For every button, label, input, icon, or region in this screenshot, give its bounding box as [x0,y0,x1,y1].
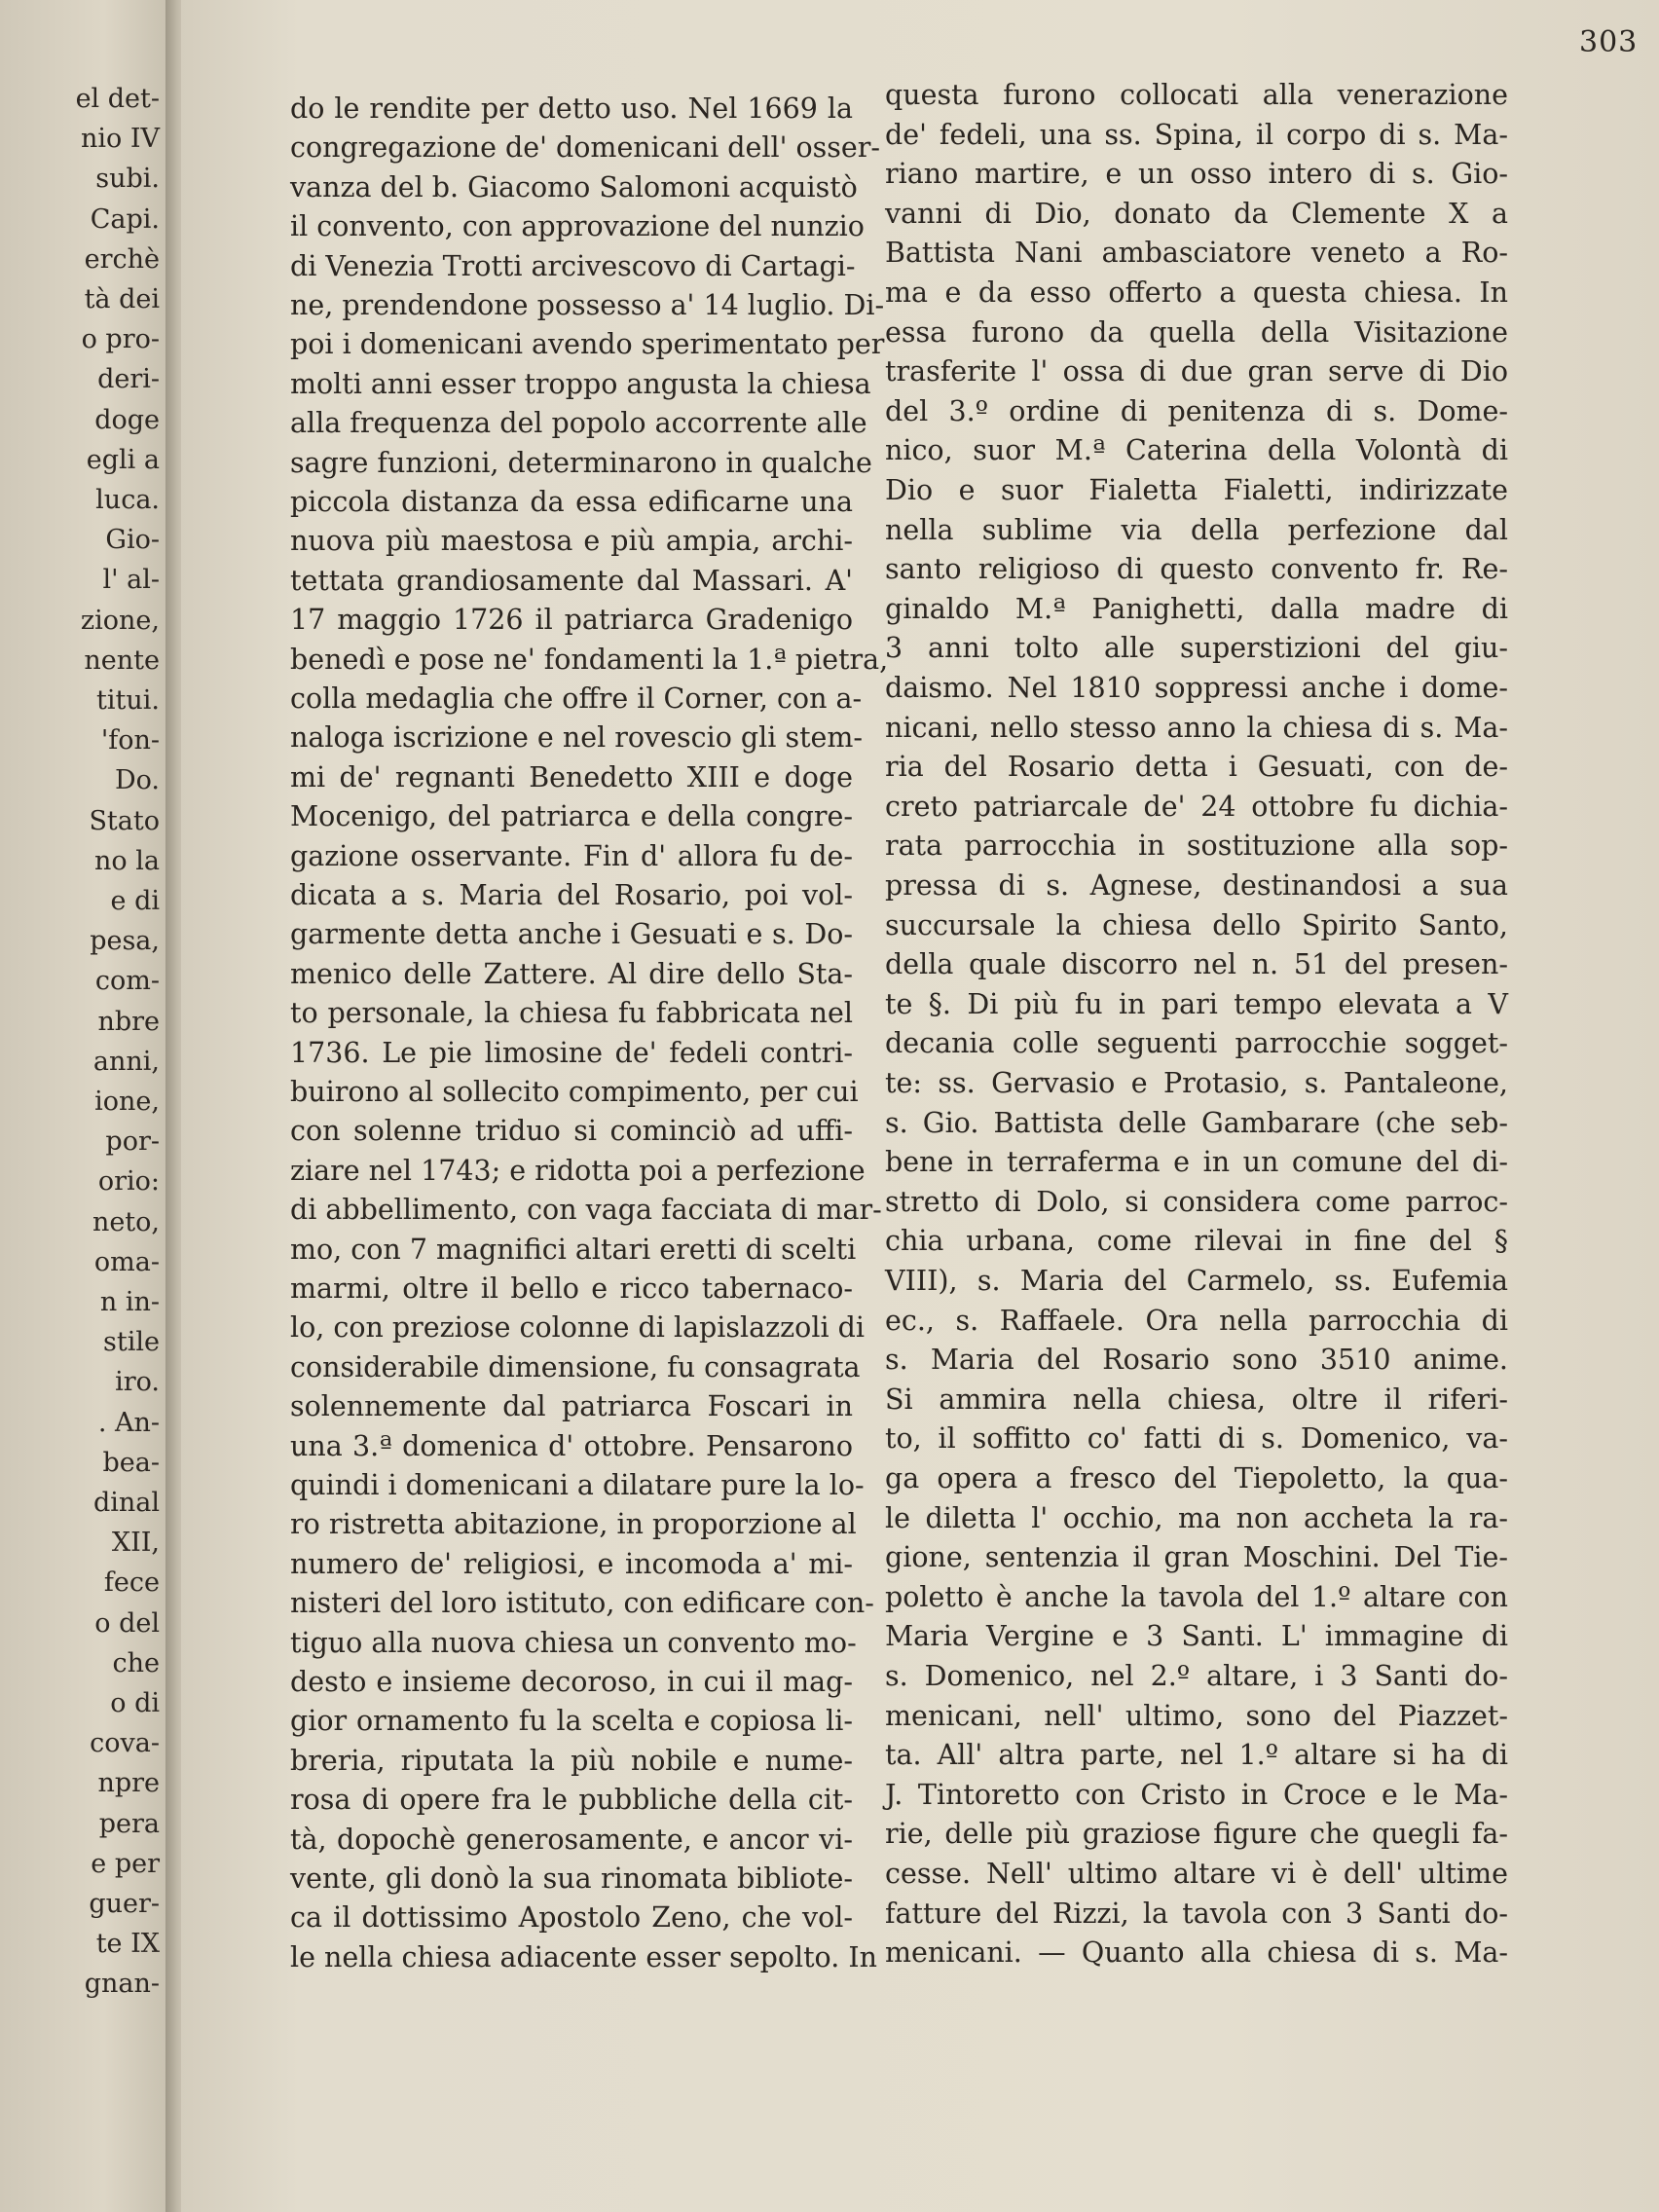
text-line: con solenne triduo si cominciò ad uffi- [290,1115,853,1148]
margin-fragment: XII, [111,1528,160,1559]
text-line: lo, con preziose colonne di lapislazzoli di [290,1311,865,1345]
text-line: nisteri del loro istituto, con edificare con- [290,1587,874,1620]
text-line: rata parrocchia in sostituzione alla sop- [885,830,1508,863]
margin-fragment: orio: [97,1166,160,1198]
text-line: tiguo alla nuova chiesa un convento mo- [290,1626,857,1659]
margin-fragment: Do. [114,765,160,796]
text-line: gazione osservante. Fin d' allora fu de- [290,839,853,872]
text-line: trasferite l' ossa di due gran serve di Dio [885,355,1508,388]
margin-fragment: por- [105,1126,160,1158]
margin-fragment: no la [94,845,160,876]
text-line: questa furono collocati alla venerazione [885,79,1508,111]
margin-fragment: gnan- [84,1969,160,2000]
text-line: ec., s. Raffaele. Ora nella parrocchia di [885,1304,1508,1337]
text-line: menicani. — Quanto alla chiesa di s. Ma- [885,1936,1508,1970]
text-line: le nella chiesa adiacente esser sepolto. In [290,1940,877,1973]
text-line: ne, prendendone possesso a' 14 luglio. Di- [290,289,885,321]
text-line: poi i domenicani avendo sperimentato per [290,328,885,361]
margin-fragment: deri- [97,364,160,395]
text-line: to, il soffitto co' fatti di s. Domenico, va- [885,1422,1508,1456]
text-line: breria, riputata la più nobile e nume- [290,1744,853,1777]
margin-fragment: te IX [95,1929,160,1960]
text-line: ga opera a fresco del Tiepoletto, la qua- [885,1462,1508,1494]
margin-fragment: luca. [95,485,160,515]
margin-fragment: e di [110,886,160,916]
text-line: pressa di s. Agnese, destinandosi a sua [885,869,1508,902]
margin-fragment: o del [94,1607,160,1639]
text-line: 3 anni tolto alle superstizioni del giu- [885,632,1508,665]
text-line: garmente detta anche i Gesuati e s. Do- [290,918,853,951]
margin-fragment: . An- [97,1407,160,1438]
text-line: dicata a s. Maria del Rosario, poi vol- [290,879,853,911]
margin-fragment: pesa, [90,926,160,957]
text-line: de' fedeli, una ss. Spina, il corpo di s. Ma- [885,118,1508,151]
text-line: te: ss. Gervasio e Protasio, s. Pantaleone, [885,1067,1508,1099]
margin-fragment: cova- [90,1728,160,1759]
text-line: mo, con 7 magnifici altari eretti di scelti [290,1233,857,1266]
text-line: del 3.º ordine di penitenza di s. Dome- [885,394,1508,427]
text-line: marmi, oltre il bello e ricco tabernaco- [290,1272,853,1305]
text-line: nella sublime via della perfezione dal [885,513,1508,546]
text-line: rie, delle più graziose figure che quegli fa- [885,1818,1508,1851]
margin-fragment: zione, [80,605,160,636]
text-line: daismo. Nel 1810 soppressi anche i dome- [885,672,1508,704]
text-line: le diletta l' occhio, ma non accheta la ra- [885,1501,1508,1534]
text-line: nicani, nello stesso anno la chiesa di s. Ma- [885,711,1508,744]
text-line: gior ornamento fu la scelta e copiosa li- [290,1705,853,1738]
margin-fragment: subi. [95,164,160,195]
text-line: vanza del b. Giacomo Salomoni acquistò [290,170,858,203]
text-line: benedì e pose ne' fondamenti la 1.ª pietra, [290,643,889,676]
text-line: nico, suor M.ª Caterina della Volontà di [885,434,1508,467]
text-line: Battista Nani ambasciatore veneto a Ro- [885,237,1508,270]
margin-fragment: n in- [99,1287,160,1317]
text-line: alla frequenza del popolo accorrente alle [290,407,867,440]
margin-fragment: e per [91,1848,160,1879]
text-line: quindi i domenicani a dilatare pure la lo- [290,1469,865,1501]
margin-fragment: 'fon- [100,725,160,756]
text-line: di Venezia Trotti arcivescovo di Cartagi- [290,249,856,282]
margin-fragment: o pro- [81,324,160,355]
text-line: to personale, la chiesa fu fabbricata nel [290,997,853,1030]
margin-fragment: nbre [97,1006,160,1037]
text-line: decania colle seguenti parrocchie sogget- [885,1027,1508,1060]
margin-fragment: l' al- [102,565,160,596]
text-line: menico delle Zattere. Al dire dello Sta- [290,957,853,990]
text-line: fatture del Rizzi, la tavola con 3 Santi do- [885,1897,1508,1930]
text-line: buirono al sollecito compimento, per cui [290,1076,859,1108]
margin-fragment: el det- [75,84,160,114]
text-line: ma e da esso offerto a questa chiesa. In [885,276,1508,309]
text-line: creto patriarcale de' 24 ottobre fu dichia- [885,790,1508,823]
text-line: menicani, nell' ultimo, sono del Piazzet- [885,1699,1508,1732]
margin-fragment: fece [103,1567,160,1599]
margin-fragment: tà dei [84,284,160,314]
page-number: 303 [1579,25,1639,59]
text-line: essa furono da quella della Visitazione [885,315,1508,349]
text-line: 1736. Le pie limosine de' fedeli contri- [290,1036,853,1069]
margin-fragment: erchè [84,243,160,275]
margin-fragment: oma- [93,1246,160,1277]
text-line: della quale discorro nel n. 51 del presen- [885,948,1508,981]
text-line: vente, gli donò la sua rinomata bibliote- [290,1862,853,1895]
margin-fragment: pera [98,1808,160,1839]
text-line: VIII), s. Maria del Carmelo, ss. Eufemia [885,1265,1508,1297]
text-line: 17 maggio 1726 il patriarca Gradenigo [290,604,853,637]
text-line: congregazione de' domenicani dell' osser- [290,131,881,165]
text-line: vanni di Dio, donato da Clemente X a [885,197,1508,230]
margin-fragment: npre [97,1768,160,1799]
text-line: Mocenigo, del patriarca e della congre- [290,800,853,833]
margin-fragment: Stato [89,805,160,836]
text-line: Si ammira nella chiesa, oltre il riferi- [885,1382,1508,1416]
margin-fragment: com- [94,966,160,997]
text-line: s. Gio. Battista delle Gambarare (che seb- [885,1106,1508,1139]
text-line: s. Domenico, nel 2.º altare, i 3 Santi do- [885,1660,1508,1692]
margin-fragment: guer- [89,1889,160,1919]
text-line: rosa di opere fra le pubbliche della cit- [290,1784,853,1817]
text-line: naloga iscrizione e nel rovescio gli stem- [290,721,864,755]
margin-fragment: che [112,1647,160,1678]
margin-fragment: dinal [92,1488,160,1518]
text-line: una 3.ª domenica d' ottobre. Pensarono [290,1429,853,1462]
text-line: ginaldo M.ª Panighetti, dalla madre di [885,592,1508,625]
margin-fragment: nio IV [80,124,160,155]
margin-fragment: bea- [102,1447,160,1478]
margin-fragment: anni, [92,1046,160,1077]
text-line: J. Tintoretto con Cristo in Croce e le Ma- [885,1778,1508,1811]
text-line: colla medaglia che offre il Corner, con a- [290,682,863,715]
text-line: poletto è anche la tavola del 1.º altare con [885,1580,1508,1613]
text-line: considerabile dimensione, fu consagrata [290,1350,861,1383]
text-line: mi de' regnanti Benedetto XIII e doge [290,760,853,793]
text-line: il convento, con approvazione del nunzio [290,210,865,243]
text-line: nuova più maestosa e più ampia, archi- [290,525,853,558]
text-line: tà, dopochè generosamente, e ancor vi- [290,1823,853,1856]
text-line: ziare nel 1743; e ridotta poi a perfezione [290,1154,866,1187]
margin-fragment: stile [103,1327,160,1358]
margin-fragment: titui. [96,685,160,716]
text-line: stretto di Dolo, si considera come parroc- [885,1185,1508,1218]
text-line: sagre funzioni, determinarono in qualche [290,446,872,479]
text-line: ta. All' altra parte, nel 1.º altare si ha di [885,1739,1508,1772]
margin-fragment: doge [94,404,160,435]
text-line: s. Maria del Rosario sono 3510 anime. [885,1344,1508,1377]
text-line: ria del Rosario detta i Gesuati, con de- [885,751,1508,784]
text-line: te §. Di più fu in pari tempo elevata a V [885,987,1508,1020]
text-line: chia urbana, come rilevai in fine del § [885,1225,1508,1258]
margin-fragment: o di [110,1688,160,1718]
text-line: ro ristretta abitazione, in proporzione al [290,1508,857,1541]
text-line: Dio e suor Fialetta Fialetti, indirizzate [885,474,1508,506]
margin-fragment: egli a [86,444,160,475]
margin-fragment: neto, [92,1206,160,1237]
text-line: bene in terraferma e in un comune del di- [885,1146,1508,1179]
text-line: riano martire, e un osso intero di s. Gio- [885,158,1508,191]
text-line: Maria Vergine e 3 Santi. L' immagine di [885,1620,1508,1653]
text-line: desto e insieme decoroso, in cui il mag- [290,1666,853,1698]
text-line: cesse. Nell' ultimo altare vi è dell' ultime [885,1858,1508,1890]
text-line: gione, sentenzia il gran Moschini. Del Tie- [885,1541,1508,1574]
margin-fragment: nente [84,645,160,676]
margin-fragment: ione, [94,1087,160,1117]
text-line: ca il dottissimo Apostolo Zeno, che vol- [290,1901,853,1935]
text-line: piccola distanza da essa edificarne una [290,486,853,518]
margin-fragment: Capi. [90,203,160,235]
facing-page-fragment [0,0,173,2212]
margin-fragment: iro. [115,1367,160,1398]
text-line: tettata grandiosamente dal Massari. A' [290,564,853,597]
text-line: santo religioso di questo convento fr. Re- [885,553,1508,586]
text-line: molti anni esser troppo angusta la chiesa [290,367,871,400]
text-line: di abbellimento, con vaga facciata di mar- [290,1194,882,1227]
text-line: solennemente dal patriarca Foscari in [290,1390,853,1423]
text-line: do le rendite per detto uso. Nel 1669 la [290,92,853,125]
margin-fragment: Gio- [105,525,160,556]
text-line: succursale la chiesa dello Spirito Santo, [885,908,1508,941]
text-line: numero de' religiosi, e incomoda a' mi- [290,1547,853,1580]
